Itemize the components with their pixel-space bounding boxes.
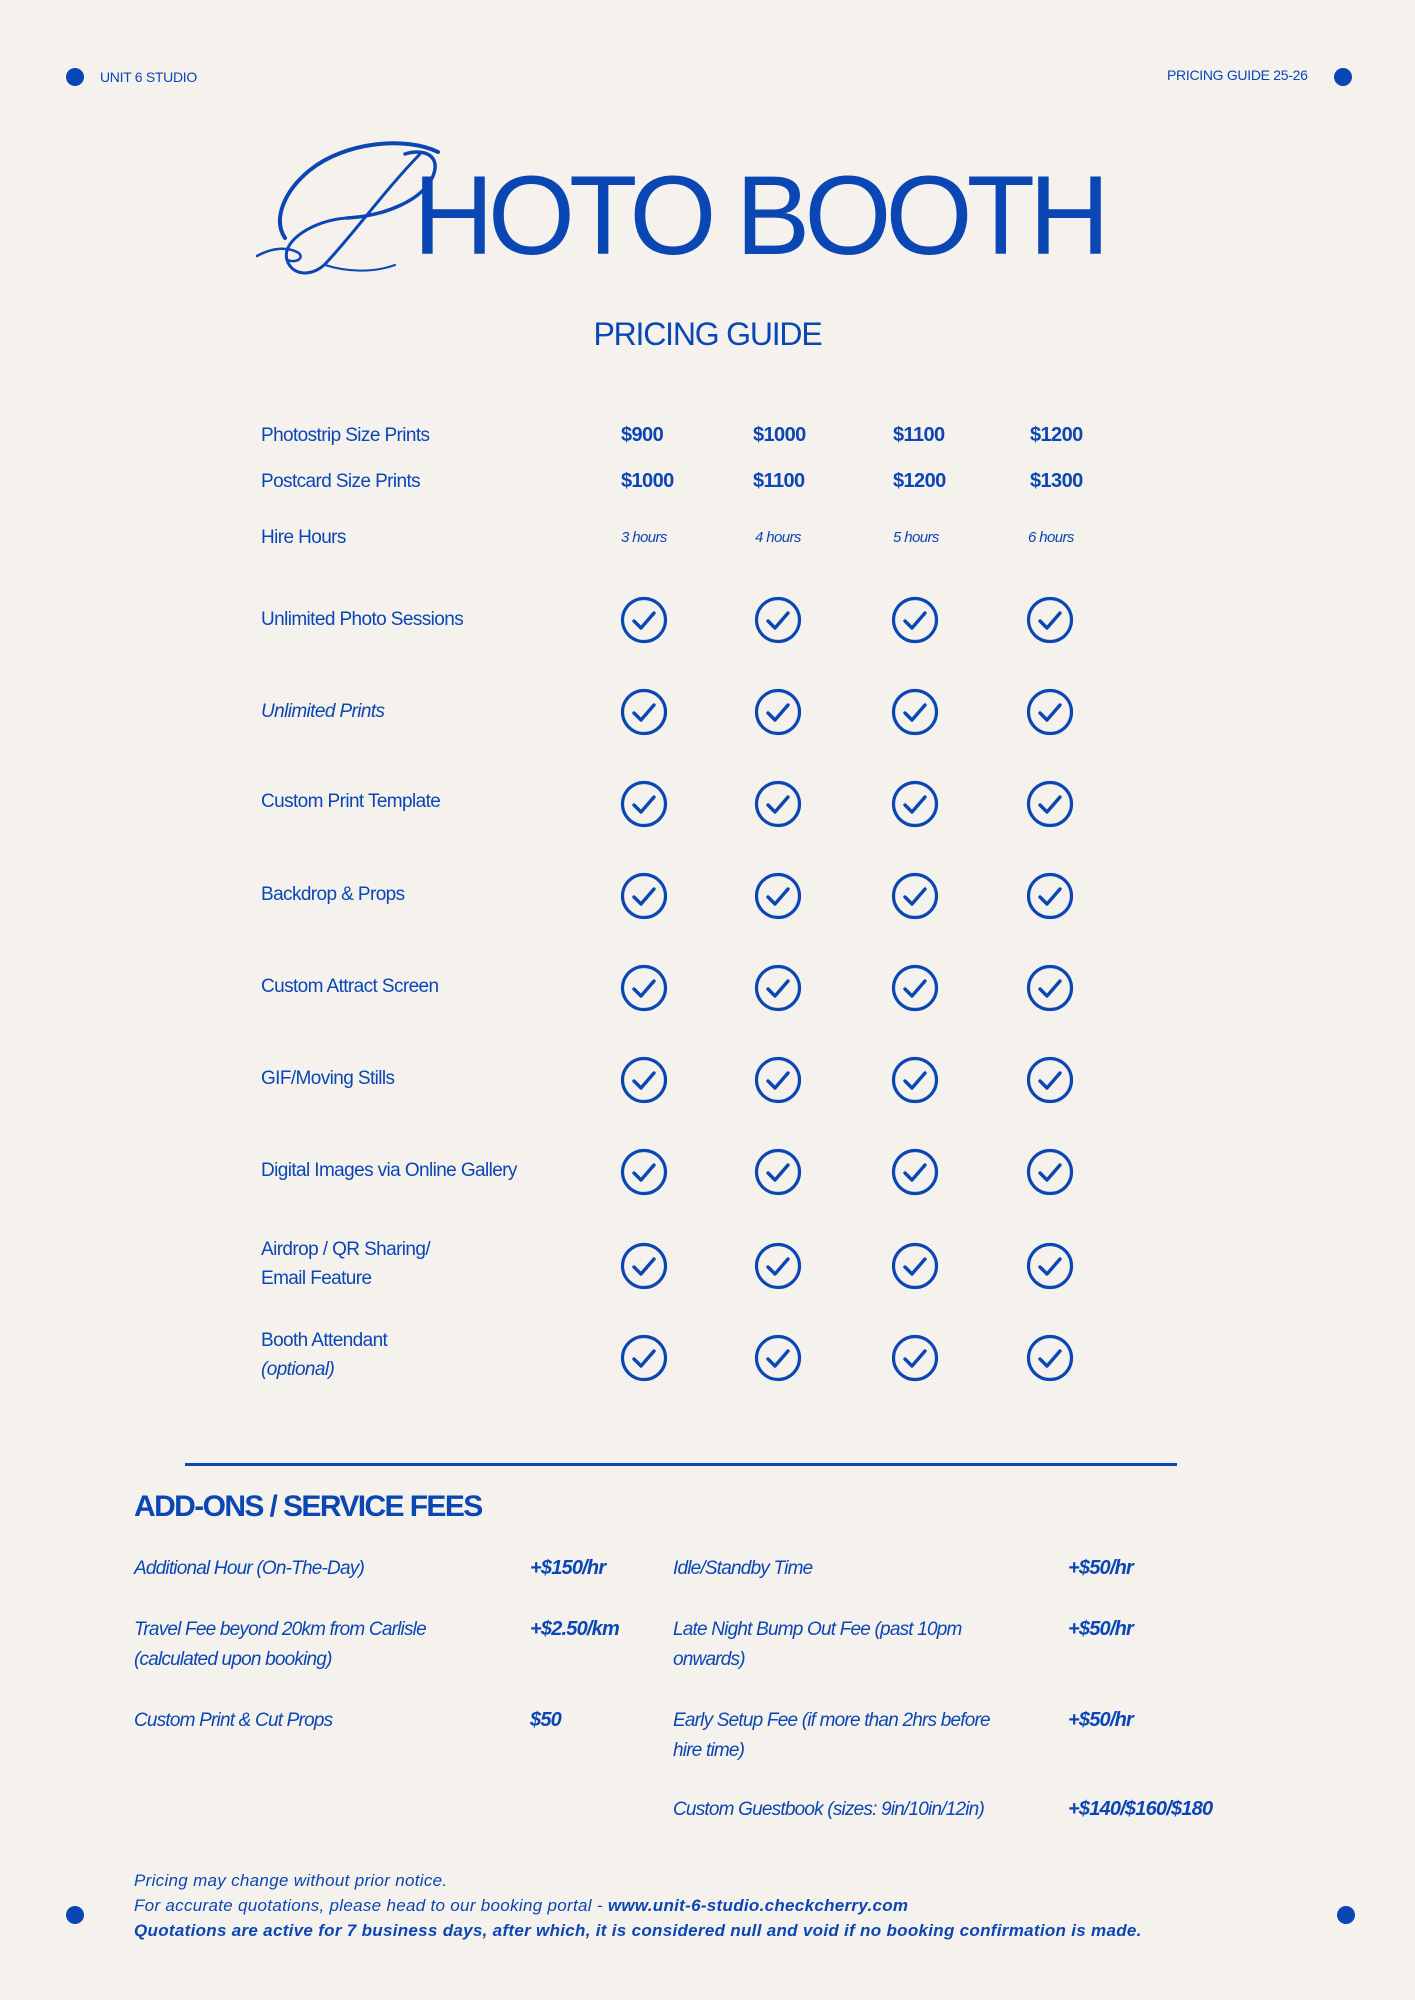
check-icon bbox=[891, 1148, 939, 1196]
photostrip-price: $1000 bbox=[753, 424, 806, 446]
feature-label: Backdrop & Props bbox=[261, 884, 405, 905]
check-icon bbox=[754, 688, 802, 736]
feature-label: Unlimited Prints bbox=[261, 701, 385, 722]
addon-price: $50 bbox=[530, 1709, 561, 1731]
title-text: HOTO BOOTH bbox=[413, 153, 1104, 278]
postcard-price: $1100 bbox=[753, 470, 805, 492]
check-icon bbox=[754, 872, 802, 920]
addon-sublabel: hire time) bbox=[673, 1740, 745, 1761]
addon-price: +$150/hr bbox=[530, 1557, 606, 1579]
check-icon bbox=[754, 964, 802, 1012]
feature-label: Airdrop / QR Sharing/ bbox=[261, 1239, 431, 1260]
feature-label: Unlimited Photo Sessions bbox=[261, 609, 464, 630]
check-icon bbox=[1026, 964, 1074, 1012]
check-icon bbox=[891, 964, 939, 1012]
booking-portal-link[interactable]: www.unit-6-studio.checkcherry.com bbox=[607, 1896, 909, 1915]
check-icon bbox=[754, 1334, 802, 1382]
check-icon bbox=[620, 688, 668, 736]
addon-label: Travel Fee beyond 20km from Carlisle bbox=[134, 1619, 426, 1640]
feature-label: Digital Images via Online Gallery bbox=[261, 1160, 517, 1181]
check-icon bbox=[891, 596, 939, 644]
addon-price: +$50/hr bbox=[1068, 1618, 1134, 1640]
photostrip-label: Photostrip Size Prints bbox=[261, 425, 430, 446]
guide-label: PRICING GUIDE 25-26 bbox=[1167, 67, 1308, 83]
check-icon bbox=[1026, 1334, 1074, 1382]
check-icon bbox=[754, 1056, 802, 1104]
check-icon bbox=[891, 1056, 939, 1104]
addon-label: Custom Guestbook (sizes: 9in/10in/12in) bbox=[673, 1799, 984, 1820]
feature-label: GIF/Moving Stills bbox=[261, 1068, 395, 1089]
check-icon bbox=[891, 872, 939, 920]
check-icon bbox=[754, 1148, 802, 1196]
photostrip-price: $1200 bbox=[1030, 424, 1083, 446]
addons-heading: ADD-ONS / SERVICE FEES bbox=[134, 1490, 482, 1523]
corner-dot bbox=[66, 68, 84, 86]
feature-label: Custom Print Template bbox=[261, 791, 441, 812]
check-icon bbox=[1026, 1056, 1074, 1104]
hire-hours-value: 5 hours bbox=[893, 529, 939, 546]
footer-booking-note bbox=[134, 1896, 908, 1916]
check-icon bbox=[620, 780, 668, 828]
addon-label: Additional Hour (On-The-Day) bbox=[134, 1558, 364, 1579]
check-icon bbox=[620, 596, 668, 644]
footer-booking-text: For accurate quotations, please head to our booking portal - bbox=[134, 1896, 608, 1915]
check-icon bbox=[1026, 1242, 1074, 1290]
postcard-price: $1000 bbox=[621, 470, 674, 492]
check-icon bbox=[754, 1242, 802, 1290]
hire-hours-value: 3 hours bbox=[621, 529, 667, 546]
section-divider bbox=[185, 1463, 1177, 1466]
check-icon bbox=[620, 1334, 668, 1382]
postcard-price: $1300 bbox=[1030, 470, 1083, 492]
corner-dot bbox=[66, 1906, 84, 1924]
hire-hours-value: 6 hours bbox=[1028, 529, 1074, 546]
addon-price: +$140/$160/$180 bbox=[1068, 1798, 1213, 1820]
addon-price: +$50/hr bbox=[1068, 1557, 1134, 1579]
studio-label: UNIT 6 STUDIO bbox=[100, 69, 197, 85]
check-icon bbox=[620, 964, 668, 1012]
footer-note: Pricing may change without prior notice. bbox=[134, 1871, 448, 1890]
photostrip-price: $1100 bbox=[893, 424, 945, 446]
footer-quotation-note: Quotations are active for 7 business days, after which, it is considered null and void if no booking confirmation is made. bbox=[134, 1921, 1142, 1940]
check-icon bbox=[891, 780, 939, 828]
check-icon bbox=[1026, 780, 1074, 828]
check-icon bbox=[891, 688, 939, 736]
addon-label: Custom Print & Cut Props bbox=[134, 1710, 333, 1731]
postcard-price: $1200 bbox=[893, 470, 946, 492]
check-icon bbox=[620, 1148, 668, 1196]
hire-hours-value: 4 hours bbox=[755, 529, 801, 546]
check-icon bbox=[1026, 688, 1074, 736]
photostrip-price: $900 bbox=[621, 424, 664, 446]
check-icon bbox=[1026, 1148, 1074, 1196]
postcard-label: Postcard Size Prints bbox=[261, 471, 421, 492]
check-icon bbox=[754, 780, 802, 828]
addon-sublabel: (calculated upon booking) bbox=[134, 1649, 332, 1670]
addon-label: Idle/Standby Time bbox=[673, 1558, 813, 1579]
addon-sublabel: onwards) bbox=[673, 1649, 745, 1670]
feature-label: Custom Attract Screen bbox=[261, 976, 439, 997]
addon-label: Early Setup Fee (if more than 2hrs before bbox=[673, 1710, 990, 1731]
check-icon bbox=[620, 1056, 668, 1104]
check-icon bbox=[891, 1334, 939, 1382]
addon-label: Late Night Bump Out Fee (past 10pm bbox=[673, 1619, 962, 1640]
feature-sublabel: Email Feature bbox=[261, 1268, 372, 1289]
addon-price: +$50/hr bbox=[1068, 1709, 1134, 1731]
check-icon bbox=[620, 1242, 668, 1290]
feature-sublabel: (optional) bbox=[261, 1359, 335, 1380]
check-icon bbox=[1026, 872, 1074, 920]
hire-hours-label: Hire Hours bbox=[261, 527, 346, 548]
check-icon bbox=[891, 1242, 939, 1290]
check-icon bbox=[1026, 596, 1074, 644]
corner-dot bbox=[1337, 1906, 1355, 1924]
page-subtitle: PRICING GUIDE bbox=[593, 316, 822, 352]
page-title bbox=[255, 140, 1135, 280]
check-icon bbox=[620, 872, 668, 920]
addon-price: +$2.50/km bbox=[530, 1618, 619, 1640]
feature-label: Booth Attendant bbox=[261, 1330, 388, 1351]
corner-dot bbox=[1334, 68, 1352, 86]
check-icon bbox=[754, 596, 802, 644]
